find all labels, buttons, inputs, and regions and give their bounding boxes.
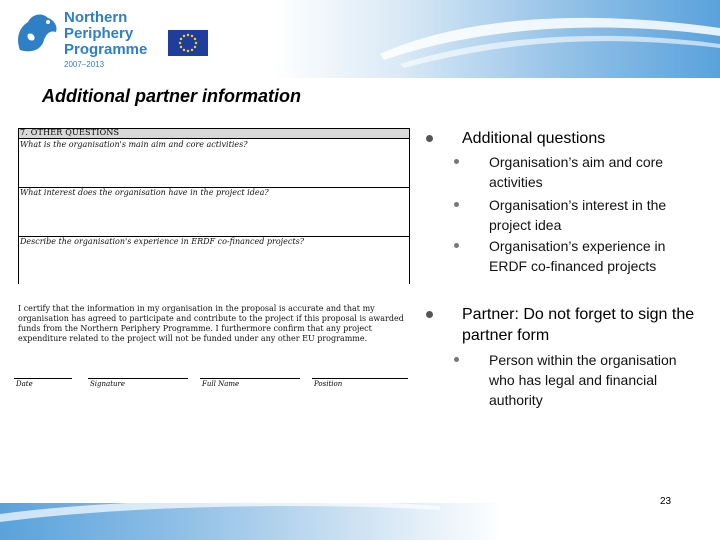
signature-field bbox=[88, 378, 188, 391]
footer-swoosh-graphic bbox=[0, 490, 440, 540]
form-question-text: What is the organisation's main aim and core activities? bbox=[20, 140, 248, 149]
bullet-text: Additional questions bbox=[462, 130, 606, 147]
logo-years: 2007–2013 bbox=[64, 60, 105, 69]
sub-bullet-dot-icon bbox=[454, 243, 459, 248]
form-question-row bbox=[18, 187, 410, 237]
signature-field-label: Full Name bbox=[202, 380, 240, 388]
sub-bullet-dot-icon bbox=[454, 357, 459, 362]
sub-bullet-text: Organisation’s aim and core activities bbox=[489, 154, 664, 190]
slide-title: Additional partner information bbox=[42, 86, 301, 106]
form-question-row bbox=[18, 139, 410, 188]
bullet-dot-icon bbox=[426, 311, 433, 318]
form-question-row bbox=[18, 236, 410, 284]
form-border-right bbox=[409, 128, 410, 284]
signature-field bbox=[14, 378, 72, 391]
header-swoosh-graphic bbox=[380, 8, 720, 68]
form-question-text: What interest does the organisation have in the project idea? bbox=[20, 188, 269, 197]
bullet-dot-icon bbox=[426, 135, 433, 142]
form-question-text: Describe the organisation's experience in ERDF co-financed projects? bbox=[20, 237, 304, 246]
sub-bullet-text: Organisation’s interest in the project idea bbox=[489, 197, 667, 233]
form-border-left bbox=[18, 128, 19, 284]
signature-field-label: Date bbox=[16, 380, 33, 388]
sub-bullet-dot-icon bbox=[454, 159, 459, 164]
eu-flag-icon bbox=[168, 30, 208, 56]
form-declaration: I certify that the information in my organisation in the proposal is accurate and that my organisation has agreed to participate and contribute to the project if this proposal is awarded funds from the Northern Periphery Programme. I furthermore confirm that any project expenditure related to the project will not be funded under any other EU programme. bbox=[18, 304, 404, 343]
signature-field-label: Position bbox=[314, 380, 343, 388]
signature-field bbox=[200, 378, 300, 391]
logo-line-2: Periphery bbox=[64, 25, 134, 42]
sub-bullet-dot-icon bbox=[454, 202, 459, 207]
signature-field-label: Signature bbox=[90, 380, 126, 388]
bird-logo-icon bbox=[14, 10, 60, 58]
form-section-heading bbox=[18, 128, 410, 139]
logo-line-1: Northern bbox=[64, 9, 128, 26]
sub-bullet-text: Person within the organisation who has legal and financial authority bbox=[489, 352, 677, 408]
signature-field bbox=[312, 378, 408, 391]
page-number: 23 bbox=[660, 496, 672, 507]
programme-logo-text bbox=[64, 10, 147, 58]
other-questions-table bbox=[18, 128, 410, 284]
sub-bullet-text: Organisation’s experience in ERDF co-financed projects bbox=[489, 238, 666, 274]
form-section-heading-text: 7. OTHER QUESTIONS bbox=[20, 128, 120, 137]
bullet-text: Partner: Do not forget to sign the partner form bbox=[462, 306, 695, 344]
logo-line-3: Programme bbox=[64, 41, 148, 58]
